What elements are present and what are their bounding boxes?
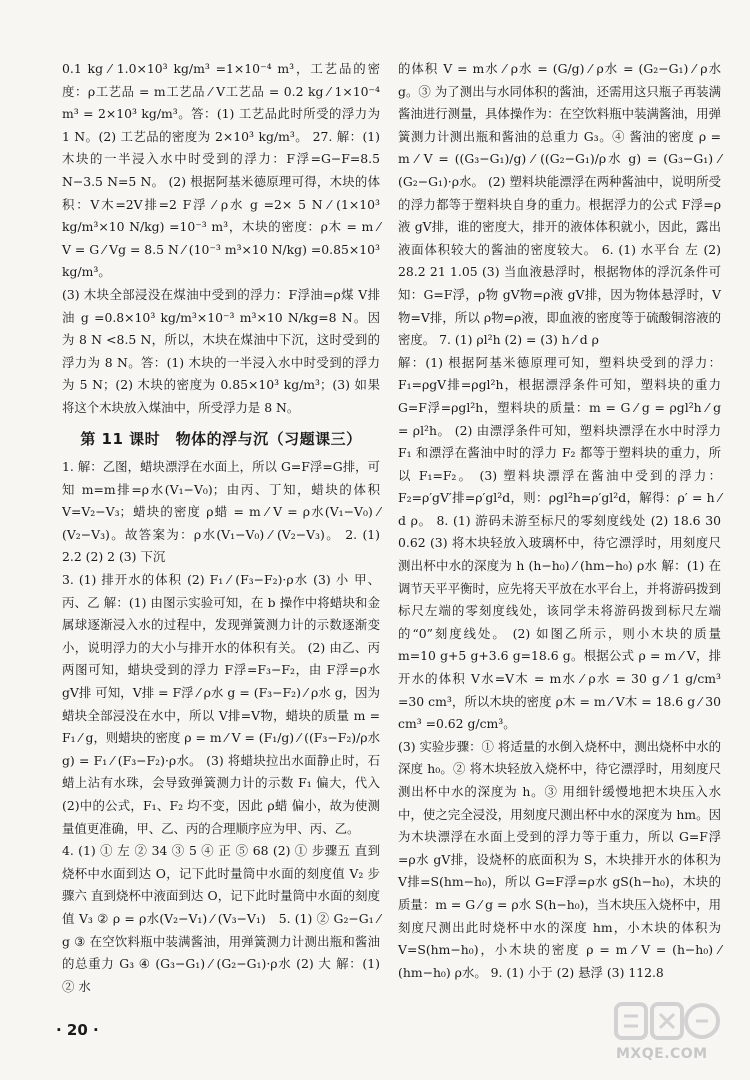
paragraph-ex4-5: 4. (1) ① 左 ② 34 ③ 5 ④ 正 ⑤ 68 (2) ① 步骤五 直到烧杯中水面到达 O，记下此时量筒中水面的刻度值 V₂ 步骤六 直到烧杯中液面到达 O，记下此时量筒中水面的刻度值 V₃ ② ρ = ρ水(V₂−V₁) ⁄ (V₃−V₁) 5. (1) ② G₂−G₁ ⁄ g ③ 在空饮料瓶中装满酱油，用弹簧测力计测出瓶和酱油的总重力 G₃ ④ (G₃−G₁) ⁄ (G₂−G₁)·ρ水 (2) 大 解：(1) ② 水 <box>62 843 380 994</box>
watermark-logo <box>608 998 728 1066</box>
page-number: · 20 · <box>56 1021 99 1039</box>
right-text-column <box>398 58 721 984</box>
paragraph-ex3: 3. (1) 排开水的体积 (2) F₁ ⁄ (F₃−F₂)·ρ水 (3) 小 甲、丙、乙 解：(1) 由图示实验可知，在 b 操作中将蜡块和金属球逐渐浸入水的过程中，发现弹簧测力计的示数逐渐变小，说明浮力的大小与排开水的体积有关。 (2) 由乙、丙两图可知，蜡块受到的浮力 F浮=F₃−F₂，由 F浮=ρ水 gV排 可知，V排 = F浮 ⁄ ρ水 g = (F₃−F₂) ⁄ ρ水 g，因为蜡块全部浸没在水中，所以 V排=V物，蜡块的质量 m = F₁ ⁄ g，则蜡块的密度 ρ = m ⁄ V = (F₁/g) ⁄ ((F₃−F₂)/ρ水 g) = F₁ ⁄ (F₃−F₂)·ρ水。 (3) 将蜡块拉出水面静止时，石蜡上沾有水珠，会导致弹簧测力计的示数 F₁ 偏大，代入(2)中的公式，F₁、F₂ 均不变，因此 ρ蜡 偏小，故为使测量值更准确，甲、乙、丙的合理顺序应为甲、丙、乙。 <box>62 572 380 836</box>
section-heading: 第 11 课时 物体的浮与沉（习题课三） <box>80 429 362 448</box>
watermark-logo-icon <box>614 1000 722 1044</box>
paragraph-ex7-8: 解：(1) 根据阿基米德原理可知，塑料块受到的浮力：F₁=ρgV排=ρgl²h，根据漂浮条件可知，塑料块的重力 G=F浮=ρgl²h，塑料块的质量：m = G ⁄ g = ρgl²h ⁄ g = ρl²h。 (2) 由漂浮条件可知，塑料块漂浮在水中时浮力 F₁ 和漂浮在酱油中时的浮力 F₂ 都等于塑料块的重力，所以 F₁=F₂。 (3) 塑料块漂浮在酱油中受到的浮力：F₂=ρ′gV′排=ρ′gl²d，则：ρgl²h=ρ′gl²d，解得：ρ′ = h ⁄ d ρ。 8. (1) 游码未游至标尺的零刻度线处 (2) 18.6 30 0.62 (3) 将木块轻放入玻璃杯中，待它漂浮时，用刻度尺测出杯中水的深度为 h (h−h₀) ⁄ (hm−h₀) ρ水 解：(1) 在调节天平平衡时，应先将天平放在水平台上，并将游码拨到标尺左端的零刻度线处，该同学未将游码拨到标尺左端的“0”刻度线处。 (2) 如图乙所示，则小木块的质量 m=10 g+5 g+3.6 g=18.6 g。根据公式 ρ = m ⁄ V，排开水的体积 V水=V木 = m水 ⁄ ρ水 = 30 g ⁄ 1 g/cm³ =30 cm³，所以木块的密度 ρ木 = m ⁄ V木 = 18.6 g ⁄ 30 cm³ =0.62 g/cm³。 <box>398 354 721 732</box>
left-text-column <box>62 58 380 998</box>
paragraph-ex1-2: 1. 解：乙图，蜡块漂浮在水面上，所以 G=F浮=G排，可知 m=m排=ρ水(V₁−V₀)；由丙、丁知，蜡块的体积 V=V₂−V₃；蜡块的密度 ρ蜡 = m ⁄ V = ρ水(V₁−V₀) ⁄ (V₂−V₃)。故答案为：ρ水(V₁−V₀) ⁄ (V₂−V₃)。 2. (1) 2.2 (2) 2 (3) 下沉 <box>62 459 380 565</box>
watermark-url: MXQE.COM <box>616 1046 708 1062</box>
paragraph-ex27-part3: (3) 木块全部浸没在煤油中受到的浮力：F浮油=ρ煤 V排油 g =0.8×10³ kg/m³×10⁻³ m³×10 N/kg=8 N。因为 8 N <8.5 N，所以，木块在煤油中下沉，这时受到的浮力为 8 N。答：(1) 木块的一半浸入水中时受到的浮力为 5 N；(2) 木块的密度为 0.85×10³ kg/m³；(3) 如果将这个木块放入煤油中，所受浮力是 8 N。 <box>62 286 380 415</box>
paragraph-ex8-9: (3) 实验步骤：① 将适量的水倒入烧杯中，测出烧杯中水的深度 h₀。② 将木块轻放入烧杯中，待它漂浮时，用刻度尺测出杯中水的深度为 h。③ 用细针缓慢地把木块压入水中，使之完全浸没，用刻度尺测出杯中水的深度为 hm。因为木块漂浮在水面上受到的浮力等于重力，所以 G=F浮=ρ水 gV排，设烧杯的底面积为 S，木块排开水的体积为 V排=S(hm−h₀)，所以 G=F浮=ρ水 gS(h−h₀)，木块的质量：m = G ⁄ g = ρ水 S(h−h₀)，当木块压入烧杯中，用刻度尺测出此时烧杯中水的深度 hm，小木块的体积为 V=S(hm−h₀)，小木块的密度 ρ = m ⁄ V = (h−h₀) ⁄ (hm−h₀) ρ水。 9. (1) 小于 (2) 悬浮 (3) 112.8 <box>398 738 721 980</box>
paragraph-ex26-27: 0.1 kg ⁄ 1.0×10³ kg/m³ =1×10⁻⁴ m³，工艺品的密度：ρ工艺品 = m工艺品 ⁄ V工艺品 = 0.2 kg ⁄ 1×10⁻⁴ m³ = 2×10³ kg/m³。答：(1) 工艺品此时所受的浮力为 1 N。(2) 工艺品的密度为 2×10³ kg/m³。 27. 解：(1) 木块的一半浸入水中时受到的浮力：F浮=G−F=8.5 N−3.5 N=5 N。 (2) 根据阿基米德原理可得，木块的体积：V木=2V排=2 F浮 ⁄ ρ水 g =2× 5 N ⁄ (1×10³ kg/m³×10 N/kg) =10⁻³ m³，木块的密度：ρ木 = m ⁄ V = G ⁄ Vg = 8.5 N ⁄ (10⁻³ m³×10 N/kg) =0.85×10³ kg/m³。 <box>62 61 380 280</box>
paragraph-ex5-7: 的体积 V = m水 ⁄ ρ水 = (G/g) ⁄ ρ水 = (G₂−G₁) ⁄ ρ水 g。③ 为了测出与水同体积的酱油，还需用这只瓶子再装满酱油进行测量，具体操作为：在空饮料瓶中装满酱油，用弹簧测力计测出瓶和酱油的总重力 G₃。④ 酱油的密度 ρ = m ⁄ V = ((G₃−G₁)/g) ⁄ ((G₂−G₁)/ρ水 g) = (G₃−G₁) ⁄ (G₂−G₁)·ρ水。 (2) 塑料块能漂浮在两种酱油中，说明所受的浮力都等于塑料块自身的重力。根据浮力的公式 F浮=ρ液 gV排，谁的密度大，排开的液体体积就小，因此，露出液面体积较大的酱油的密度较大。 6. (1) 水平台 左 (2) 28.2 21 1.05 (3) 当血液悬浮时，根据物体的浮沉条件可知：G=F浮，ρ物 gV物=ρ液 gV排，因为物体悬浮时，V物=V排，所以 ρ物=ρ液，即血液的密度等于硫酸铜溶液的密度。 7. (1) ρl²h (2) = (3) h ⁄ d ρ <box>398 61 721 348</box>
